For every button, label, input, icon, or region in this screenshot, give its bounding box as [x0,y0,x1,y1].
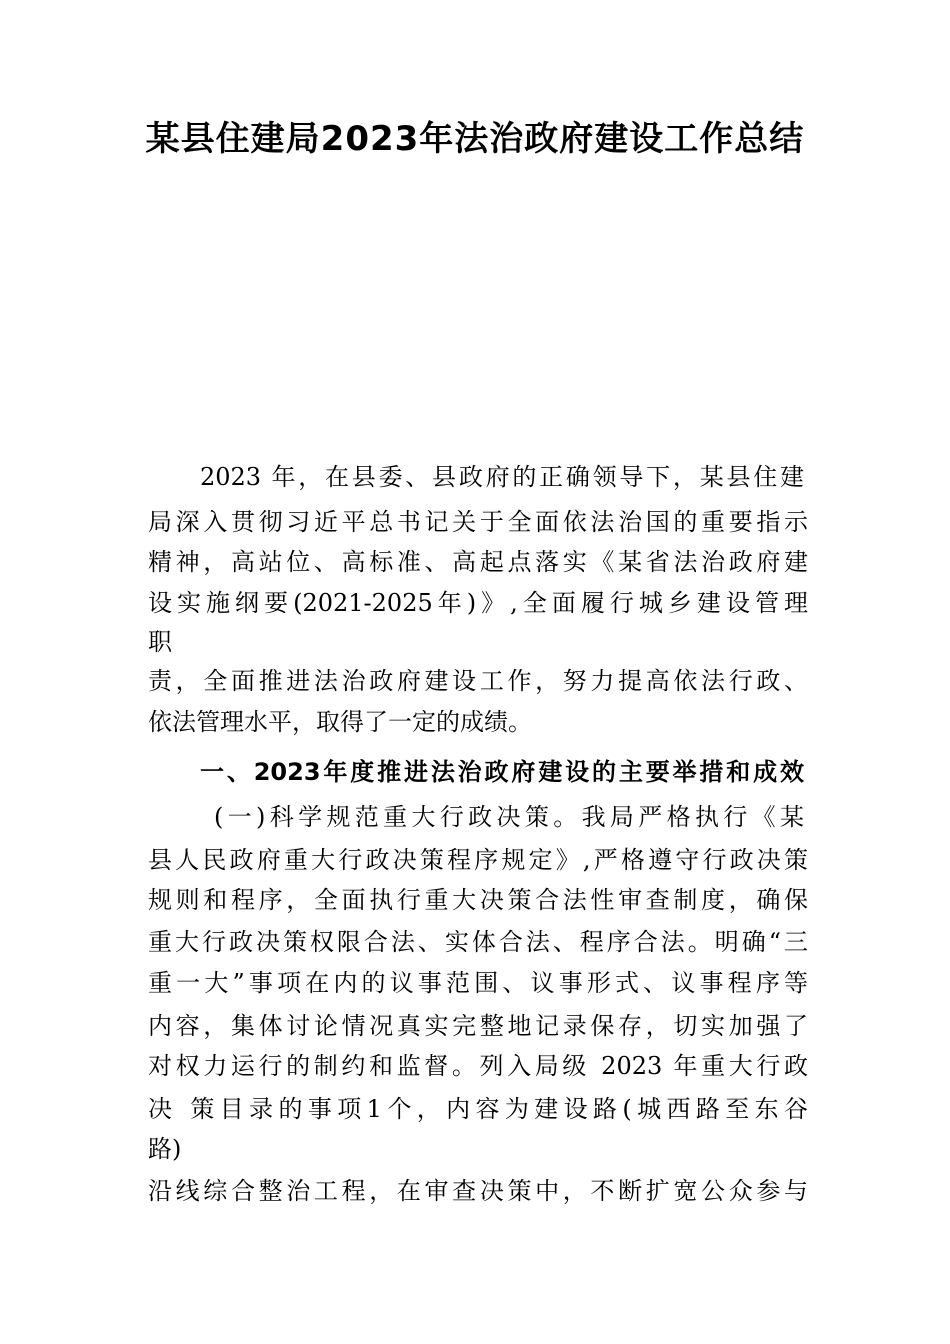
document-title: 某县住建局2023年法治政府建设工作总结 [145,119,805,159]
paragraph-line: 县人民政府重大行政决策程序规定》,严格遵守行政决策 [148,846,808,874]
paragraph-line: 2023 年，在县委、县政府的正确领导下，某县住建 [200,463,804,491]
paragraph-line: 局深入贯彻习近平总书记关于全面依法治国的重要指示 [148,508,808,536]
paragraph-line: 沿线综合整治工程，在审查决策中，不断扩宽公众参与 [148,1177,808,1205]
paragraph-line: 依法管理水平，取得了一定的成绩。 [148,708,532,736]
paragraph-line: 设实施纲要(2021-2025年)》,全面履行城乡建设管理 [148,589,808,617]
section-heading: 一、2023年度推进法治政府建设的主要举措和成效 [200,758,804,786]
paragraph-line: 责，全面推进法治政府建设工作，努力提高依法行政、 [148,667,808,695]
paragraph-line: 内容，集体讨论情况真实完整地记录保存，切实加强了 [148,1012,808,1040]
paragraph-line: 精神，高站位、高标准、高起点落实《某省法治政府建 [148,548,808,576]
paragraph-line: 规则和程序，全面执行重大决策合法性审查制度，确保 [148,886,808,914]
paragraph-line: 对权力运行的制约和监督。列入局级 2023 年重大行政 [148,1052,808,1080]
paragraph-line: 重一大”事项在内的议事范围、议事形式、议事程序等 [148,969,808,997]
paragraph-line: (一)科学规范重大行政决策。我局严格执行《某 [214,803,804,831]
paragraph-line: 职 [148,628,172,656]
paragraph-line: 路) [148,1135,182,1163]
paragraph-line: 决 策目录的事项1个，内容为建设路(城西路至东谷 [148,1095,808,1123]
paragraph-line: 重大行政决策权限合法、实体合法、程序合法。明确“三 [148,928,808,956]
